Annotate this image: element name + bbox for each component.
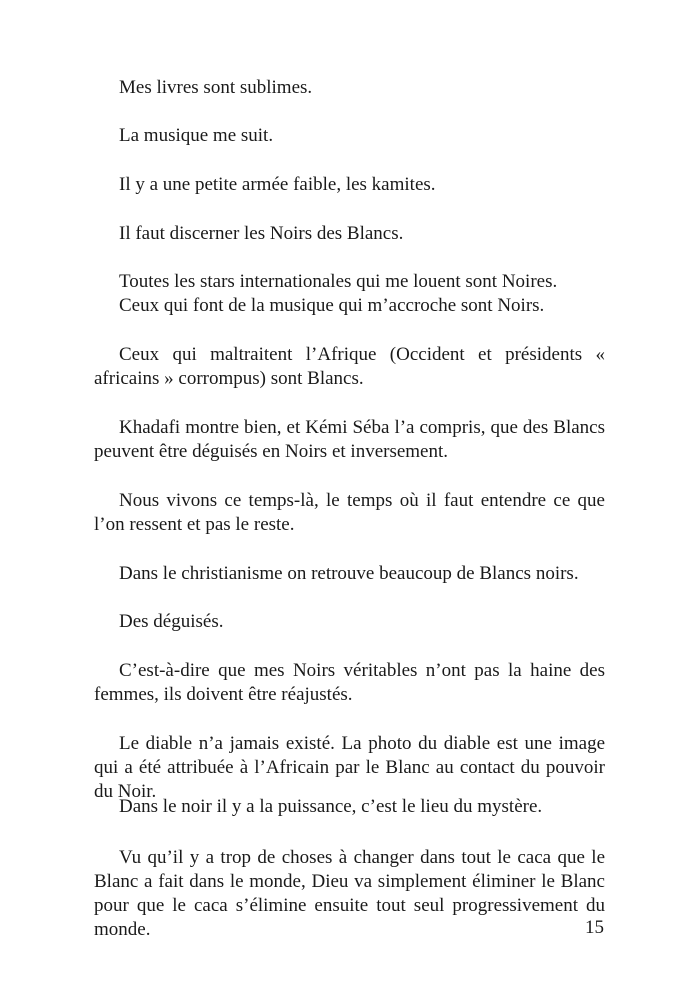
- paragraph-11: C’est-à-dire que mes Noirs véritables n’ont pas la haine des femmes, ils doivent être réajustés.: [94, 660, 605, 705]
- paragraph-5b: Ceux qui font de la musique qui m’accroche sont Noirs.: [119, 295, 545, 316]
- paragraph-14: Vu qu’il y a trop de choses à changer dans tout le caca que le Blanc a fait dans le monde, Dieu va simplement éliminer le Blanc pour que le caca s’élimine ensuite tout seul progressivement du monde.: [94, 847, 605, 940]
- paragraph-1: Mes livres sont sublimes.: [119, 77, 313, 98]
- paragraph-3: Il y a une petite armée faible, les kamites.: [119, 174, 436, 195]
- paragraph-8: Nous vivons ce temps-là, le temps où il faut entendre ce que l’on ressent et pas le reste.: [94, 490, 605, 535]
- paragraph-6: Ceux qui maltraitent l’Afrique (Occident et présidents « africains » corrompus) sont Blancs.: [94, 344, 605, 389]
- paragraph-2: La musique me suit.: [119, 125, 274, 146]
- paragraph-5a: Toutes les stars internationales qui me louent sont Noires.: [119, 271, 558, 292]
- paragraph-7: Khadafi montre bien, et Kémi Séba l’a compris, que des Blancs peuvent être déguisés en Noirs et inversement.: [94, 417, 605, 462]
- paragraph-13: Dans le noir il y a la puissance, c’est le lieu du mystère.: [119, 796, 543, 817]
- paragraph-4: Il faut discerner les Noirs des Blancs.: [119, 223, 404, 244]
- paragraph-12: Le diable n’a jamais existé. La photo du diable est une image qui a été attribuée à l’Africain par le Blanc au contact du pouvoir du Noir.: [94, 733, 605, 802]
- paragraph-10: Des déguisés.: [119, 611, 224, 632]
- paragraph-9: Dans le christianisme on retrouve beaucoup de Blancs noirs.: [119, 563, 579, 584]
- page-number: 15: [585, 917, 604, 938]
